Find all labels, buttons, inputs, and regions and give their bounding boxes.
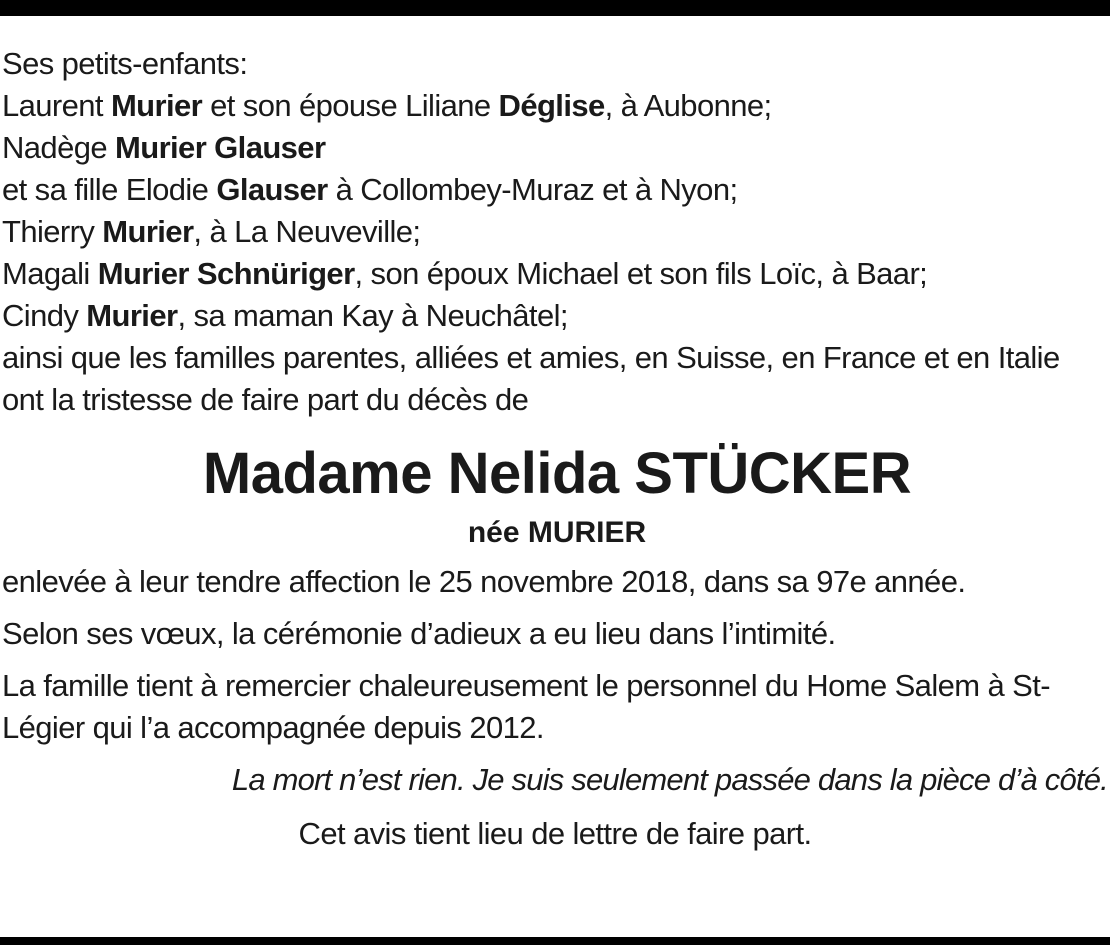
grandchild-entry (2, 295, 1108, 337)
entry-text: , à La Neuveville; (193, 214, 421, 249)
closing-note: Cet avis tient lieu de lettre de faire part. (298, 816, 812, 851)
entry-text: Magali (2, 256, 98, 291)
closing-quote: La mort n’est rien. Je suis seulement passée dans la pièce d’à côté. (231, 762, 1108, 797)
entry-surname: Murier Glauser (115, 130, 326, 165)
grandchild-entry (2, 127, 1108, 169)
deceased-block (2, 439, 1108, 553)
entry-text: , son époux Michael et son fils Loïc, à Baar; (354, 256, 928, 291)
thanks-statement: La famille tient à remercier chaleureusement le personnel du Home Salem à St-Légier qui l’a accompagnée depuis 2012. (2, 668, 1050, 745)
entry-text: , sa maman Kay à Neuchâtel; (177, 298, 568, 333)
entry-text: et son épouse Liliane (202, 88, 499, 123)
announcement-line: ont la tristesse de faire part du décès de (2, 382, 529, 417)
entry-text: à Collombey-Muraz et à Nyon; (327, 172, 738, 207)
deceased-name: Madame Nelida STÜCKER (202, 441, 912, 506)
entry-text: et sa fille Elodie (2, 172, 217, 207)
grandchildren-heading: Ses petits-enfants: (2, 46, 248, 81)
entry-surname: Glauser (216, 172, 328, 207)
maiden-name: née MURIER (467, 516, 647, 549)
death-statement: enlevée à leur tendre affection le 25 novembre 2018, dans sa 97e année. (2, 564, 966, 599)
entry-surname: Murier Schnüriger (97, 256, 355, 291)
entry-surname: Murier (102, 214, 194, 249)
entry-surname: Déglise (498, 88, 605, 123)
bottom-border-rule (0, 937, 1110, 945)
grandchild-entry (2, 211, 1108, 253)
entry-text: Cindy (2, 298, 87, 333)
entry-surname: Murier (86, 298, 178, 333)
entry-surname: Murier (110, 88, 203, 123)
grandchild-entry (2, 169, 1108, 211)
entry-text: Laurent (2, 88, 111, 123)
top-border-rule (0, 0, 1110, 16)
grandchild-entry (2, 85, 1108, 127)
ceremony-statement: Selon ses vœux, la cérémonie d’adieux a eu lieu dans l’intimité. (2, 616, 836, 651)
families-line: ainsi que les familles parentes, alliées et amies, en Suisse, en France et en Italie (2, 340, 1060, 375)
entry-text: , à Aubonne; (604, 88, 772, 123)
obituary-notice (2, 43, 1108, 855)
grandchild-entry (2, 253, 1108, 295)
entry-text: Thierry (2, 214, 103, 249)
entry-text: Nadège (2, 130, 116, 165)
